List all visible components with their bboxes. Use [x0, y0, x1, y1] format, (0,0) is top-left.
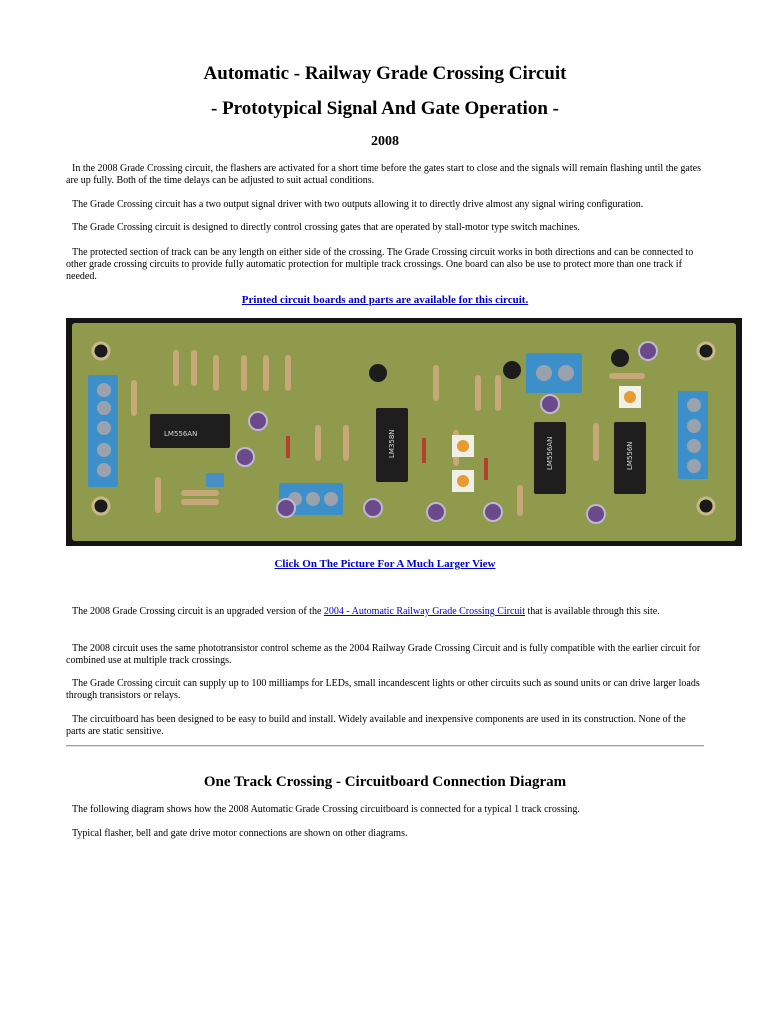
intro-paragraph: In the 2008 Grade Crossing circuit, the flashers are activated for a short time before the gates start to close and the signals will remain flashing until the gates are up fully. Both of the time delays can be adjusted to suit actual conditions. [66, 163, 701, 186]
ic-label: LM556AN [546, 436, 554, 470]
ic-label: LM358N [388, 429, 396, 458]
larger-view-link[interactable]: Click On The Picture For A Much Larger View [274, 558, 496, 570]
body-paragraph: The circuitboard has been designed to be easy to build and install. Widely available and inexpensive components are used in its construction. None of the parts are static sensitive. [66, 714, 686, 737]
page-title: Automatic - Railway Grade Crossing Circuit [203, 63, 567, 84]
body-paragraph: The following diagram shows how the 2008 Automatic Grade Crossing circuitboard is connected for a typical 1 track crossing. [72, 804, 580, 815]
upgrade-paragraph [66, 606, 704, 618]
upgrade-text: The 2008 Grade Crossing circuit is an upgraded version of the [72, 606, 324, 617]
body-paragraph: The Grade Crossing circuit can supply up to 100 milliamps for LEDs, small incandescent lights or other circuits such as sound units or can drive larger loads through transistors or relays. [66, 678, 700, 701]
intro-paragraph: The protected section of track can be any length on either side of the crossing. The Grade Crossing circuit works in both directions and can be connected to other grade crossing circuits to provide fully automatic protection for multiple track crossings. One board can also be use to protect more than one track if needed. [66, 247, 694, 282]
upgrade-text: that is available through this site. [524, 606, 660, 617]
2004-circuit-link[interactable]: 2004 - Automatic Railway Grade Crossing Circuit [323, 606, 525, 617]
parts-available-link[interactable]: Printed circuit boards and parts are available for this circuit. [241, 294, 529, 306]
ic-label: LM556N [626, 441, 634, 470]
intro-paragraph: The Grade Crossing circuit has a two output signal driver with two outputs allowing it to directly drive almost any signal wiring configuration. [72, 199, 644, 210]
circuit-board-photo[interactable] [66, 318, 742, 546]
section-heading: One Track Crossing - Circuitboard Connection Diagram [203, 774, 567, 790]
section-divider [66, 745, 704, 747]
body-paragraph: The 2008 circuit uses the same phototransistor control scheme as the 2004 Railway Grade Crossing Circuit and is fully compatible with the earlier circuit for combined use at multiple track crossings. [66, 643, 701, 666]
page-subtitle: - Prototypical Signal And Gate Operation - [211, 98, 559, 119]
intro-paragraph: The Grade Crossing circuit is designed to directly control crossing gates that are operated by stall-motor type switch machines. [72, 222, 580, 233]
pcb-image [66, 318, 742, 546]
body-paragraph: Typical flasher, bell and gate drive motor connections are shown on other diagrams. [72, 828, 408, 839]
ic-label: LM556AN [164, 430, 198, 438]
year-heading: 2008 [371, 134, 399, 149]
